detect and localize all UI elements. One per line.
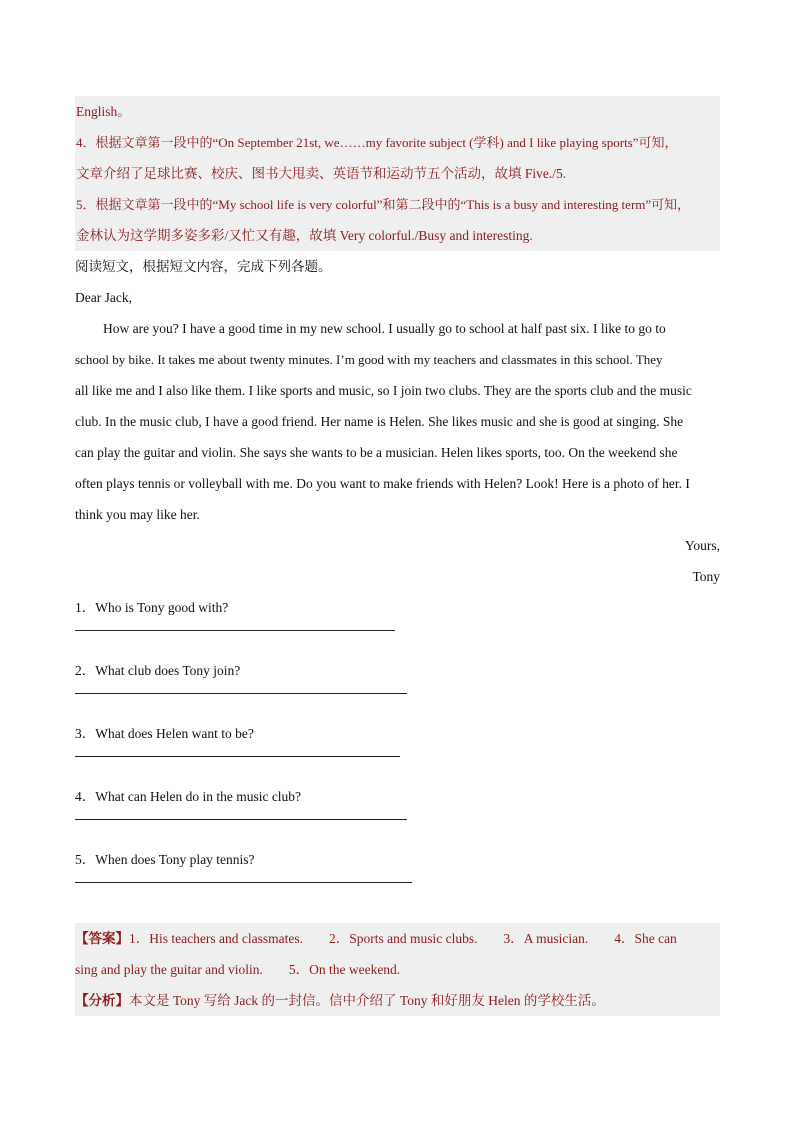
analysis-line-5: 金林认为这学期多姿多彩/又忙又有趣，故填 Very colorful./Busy and interesting. [76,228,533,243]
analysis-text: 本文是 Tony 写给 Jack 的一封信。信中介绍了 Tony 和好朋友 Helen 的学校生活。 [129,993,605,1008]
answer-4-continued: sing and play the guitar and violin. [75,962,263,977]
letter-line: often plays tennis or volleyball with me. Do you want to make friends with Helen? Look! Here is a photo of her. I [75,476,690,491]
analysis-line [75,985,720,1016]
analysis-line-1: English。 [76,104,131,119]
letter-closing: Yours, [684,538,720,553]
answer-line-2 [75,954,720,985]
letter-line: How are you? I have a good time in my new school. I usually go to school at half past six. I like to go to [103,321,666,336]
answer-4: 4．She can [614,931,677,946]
questions-section [75,592,720,883]
spacer [75,883,720,923]
answer-line-1 [75,923,720,954]
letter-line: school by bike. It takes me about twenty minutes. I’m good with my teachers and classmates in this school. They [75,352,663,367]
previous-analysis-block [75,96,720,251]
analysis-line-3: 文章介绍了足球比赛、校庆、图书大甩卖、英语节和运动节五个活动，故填 Five./5. [76,166,567,181]
question-2: 2．What club does Tony join? [75,663,241,678]
question-4: 4．What can Helen do in the music club? [75,789,302,804]
question-5: 5．When does Tony play tennis? [75,852,255,867]
letter-body [75,313,720,530]
letter-signature: Tony [692,569,720,584]
letter-line: can play the guitar and violin. She says she wants to be a musician. Helen likes sports, too. On the weekend she [75,445,678,460]
analysis-line-4: 5．根据文章第一段中的“My school life is very colorful”和第二段中的“This is a busy and interesting term”可知， [76,197,691,212]
letter-line: think you may like her. [75,507,200,522]
answer-2: 2．Sports and music clubs. [328,931,478,946]
document-page [75,96,720,1016]
answer-3: 3．A musician. [503,931,589,946]
answer-blank-3[interactable] [75,749,400,757]
answer-label: 【答案】 [75,931,129,946]
answer-blank-5[interactable] [75,875,412,883]
analysis-line-2: 4．根据文章第一段中的“On September 21st, we……my favorite subject (学科) and I like playing sports”可知， [76,135,678,150]
answer-5: 5．On the weekend. [288,962,401,977]
instruction-text: 阅读短文，根据短文内容，完成下列各题。 [75,259,332,274]
question-3: 3．What does Helen want to be? [75,726,254,741]
letter-line: all like me and I also like them. I like sports and music, so I join two clubs. They are the sports club and the music [75,383,692,398]
answer-blank-4[interactable] [75,812,407,820]
analysis-label: 【分析】 [75,993,129,1008]
letter-greeting: Dear Jack, [75,290,132,305]
answer-blank-1[interactable] [75,623,395,631]
letter-line: club. In the music club, I have a good friend. Her name is Helen. She likes music and she is good at singing. She [75,414,684,429]
answer-blank-2[interactable] [75,686,407,694]
answer-block [75,923,720,1016]
question-1: 1．Who is Tony good with? [75,600,229,615]
answer-1: 1．His teachers and classmates. [129,931,303,946]
